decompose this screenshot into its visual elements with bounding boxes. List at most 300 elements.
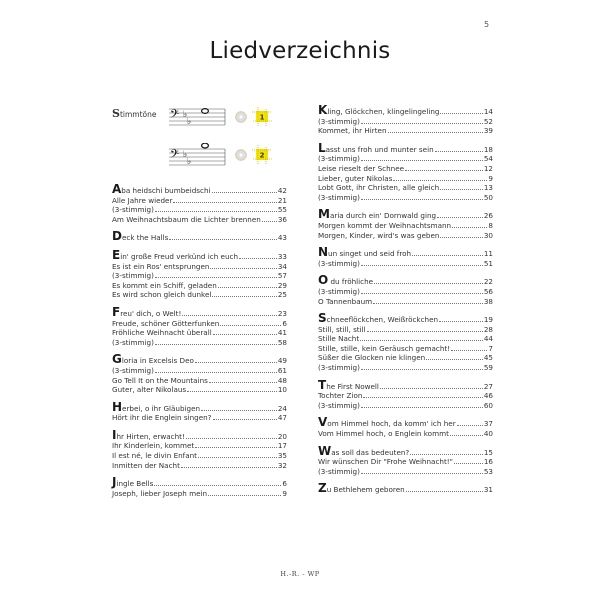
toc-entry[interactable] <box>112 352 287 367</box>
song-title-text: Go Tell It on the Mountains <box>112 375 208 385</box>
song-title-text: Stille Nacht <box>318 334 360 344</box>
toc-entry[interactable] <box>112 328 287 338</box>
song-title <box>112 427 185 442</box>
song-title <box>112 385 186 395</box>
page-ref: 8 <box>488 220 493 230</box>
page-ref: 12 <box>483 163 493 173</box>
song-title-text: Freude, schöner Götterfunken <box>112 318 220 328</box>
toc-entry[interactable] <box>318 363 493 373</box>
dot-leader <box>186 433 277 439</box>
dot-leader <box>393 175 487 181</box>
dot-leader <box>361 288 483 294</box>
svg-text:♭: ♭ <box>187 157 192 167</box>
toc-entry[interactable] <box>112 304 287 319</box>
page-number: 5 <box>484 20 490 29</box>
dot-leader <box>155 367 277 373</box>
page-ref: 6 <box>282 479 287 489</box>
toc-entry[interactable] <box>318 297 493 307</box>
dot-leader <box>361 118 483 124</box>
dot-leader <box>412 250 483 256</box>
song-title-text: Lieber, guter Nikolas <box>318 173 393 183</box>
song-title <box>318 103 440 117</box>
toc-entry[interactable] <box>318 401 493 411</box>
song-title <box>318 140 434 155</box>
page-ref: 26 <box>483 211 493 221</box>
page-ref: 24 <box>277 403 287 413</box>
song-title-text: chneeflöckchen, Weißröckchen <box>326 315 439 325</box>
toc-entry[interactable] <box>318 415 493 430</box>
toc-entry[interactable] <box>112 205 287 215</box>
song-title <box>318 391 362 401</box>
dot-leader <box>195 357 277 363</box>
song-title <box>112 304 182 319</box>
toc-entry[interactable] <box>318 457 493 467</box>
dot-leader <box>213 329 277 335</box>
page-ref: 18 <box>483 144 493 154</box>
song-title-text: reu' dich, o Welt! <box>120 308 182 318</box>
toc-entry[interactable] <box>112 196 287 206</box>
toc-entry[interactable] <box>112 385 287 395</box>
initial-letter: Z <box>318 481 327 496</box>
toc-entry[interactable] <box>318 443 493 458</box>
toc-entry[interactable] <box>318 481 493 496</box>
initial-letter: N <box>318 245 329 260</box>
initial-letter: D <box>112 229 122 244</box>
toc-entry[interactable] <box>318 221 493 231</box>
song-title-text: Lobt Gott, ihr Christen, alle gleich <box>318 183 440 193</box>
cd-track-1-icon <box>251 106 273 128</box>
toc-entry[interactable] <box>112 290 287 300</box>
toc-group-i <box>112 427 287 470</box>
toc-entry[interactable] <box>318 467 493 477</box>
page-ref: 9 <box>282 488 287 498</box>
song-title <box>112 215 261 225</box>
dot-leader <box>410 449 483 455</box>
dot-leader <box>169 234 276 240</box>
dot-leader <box>450 430 483 436</box>
song-title-text: Hört ihr die Englein singen? <box>112 413 212 423</box>
song-title-text: Alle Jahre wieder <box>112 195 173 205</box>
page-ref: 15 <box>483 447 493 457</box>
toc-entry[interactable] <box>318 429 493 439</box>
song-title <box>112 451 197 461</box>
initial-letter: T <box>318 377 327 392</box>
toc-entry[interactable] <box>112 461 287 471</box>
song-title <box>318 126 387 136</box>
dot-leader <box>212 187 277 193</box>
page-ref: 23 <box>277 308 287 318</box>
dot-leader <box>361 194 483 200</box>
initial-letter: W <box>318 443 332 458</box>
dot-leader <box>405 165 483 171</box>
dot-leader <box>361 155 483 161</box>
song-title <box>318 344 450 354</box>
song-title <box>318 429 449 439</box>
song-title-text: om Himmel hoch, da komm' ich her <box>327 419 456 429</box>
toc-group-f <box>112 304 287 347</box>
initial-letter: I <box>112 427 117 442</box>
toc-entry[interactable] <box>112 281 287 291</box>
song-title-text: Wir wünschen Dir "Frohe Weihnacht!" <box>318 457 453 467</box>
toc-entry[interactable] <box>318 126 493 136</box>
toc-entry[interactable] <box>112 338 287 348</box>
song-title-text: u Bethlehem geboren <box>326 485 405 495</box>
song-title <box>112 182 211 196</box>
page-ref: 41 <box>277 328 287 338</box>
dot-leader <box>367 326 483 332</box>
song-title <box>318 117 360 127</box>
page-ref: 59 <box>483 363 493 373</box>
dot-leader <box>361 402 483 408</box>
dot-leader <box>181 462 277 468</box>
dot-leader <box>426 354 483 360</box>
page-ref: 60 <box>483 400 493 410</box>
toc-entry[interactable] <box>318 311 493 326</box>
dot-leader <box>201 405 277 411</box>
page-ref: 29 <box>277 280 287 290</box>
page-ref: 45 <box>483 353 493 363</box>
dot-leader <box>374 278 483 284</box>
page-ref: 57 <box>277 271 287 281</box>
toc-entry[interactable] <box>112 399 287 414</box>
page-ref: 54 <box>483 154 493 164</box>
song-title <box>318 259 360 269</box>
toc-group-e <box>112 247 287 300</box>
song-title <box>318 183 439 193</box>
toc-entry[interactable] <box>112 247 287 262</box>
toc-entry[interactable] <box>112 182 287 196</box>
toc-entry[interactable] <box>318 353 493 363</box>
page-ref: 42 <box>277 186 287 195</box>
toc-left-groups <box>112 182 287 498</box>
toc-group-l <box>318 140 493 203</box>
page-ref: 19 <box>483 315 493 325</box>
svg-text:𝄢: 𝄢 <box>170 108 180 124</box>
initial-letter: M <box>318 207 330 222</box>
toc-group-s <box>318 311 493 373</box>
dot-leader <box>154 480 281 486</box>
song-title-text: ingle Bells <box>116 479 154 489</box>
dot-leader <box>208 490 281 496</box>
song-title-text: ling, Glöckchen, klingelingeling <box>327 107 440 116</box>
page-ref: 30 <box>483 230 493 240</box>
song-title <box>318 311 439 326</box>
dot-leader <box>209 377 277 383</box>
song-title <box>112 352 194 367</box>
dot-leader <box>198 452 277 458</box>
dot-leader <box>213 414 277 420</box>
dot-leader <box>155 272 277 278</box>
song-title-text: eck the Halls <box>121 233 169 243</box>
song-title <box>318 164 404 174</box>
page-ref: 61 <box>277 365 287 375</box>
page-ref: 7 <box>488 343 493 353</box>
toc-left-column <box>112 103 287 506</box>
page-ref: 28 <box>483 324 493 334</box>
dot-leader <box>361 260 483 266</box>
initial-letter: F <box>112 304 121 319</box>
toc-entry[interactable] <box>318 325 493 335</box>
dot-leader <box>440 232 482 238</box>
song-title-text: (3-stimmig) <box>318 363 360 373</box>
song-title-text: (3-stimmig) <box>318 192 360 202</box>
song-title <box>112 475 154 490</box>
toc-entry[interactable] <box>318 259 493 269</box>
song-title-text: (3-stimmig) <box>318 466 360 476</box>
dot-leader <box>454 458 483 464</box>
song-title-text: (3-stimmig) <box>112 365 154 375</box>
cd-icon <box>235 149 247 161</box>
song-title-text: loria in Excelsis Deo <box>121 356 194 366</box>
dot-leader <box>406 486 483 492</box>
page-ref: 47 <box>277 413 287 423</box>
toc-entry[interactable] <box>318 183 493 193</box>
initial-letter: A <box>112 182 122 196</box>
song-title-text: Ihr Kinderlein, kommet <box>112 441 195 451</box>
toc-entry[interactable] <box>318 174 493 184</box>
song-title-text: Morgen kommt der Weihnachtsmann <box>318 220 452 230</box>
toc-right-column <box>318 104 493 503</box>
song-title-text: Es ist ein Ros' entsprungen <box>112 261 210 271</box>
toc-entry[interactable] <box>318 334 493 344</box>
dot-leader <box>220 320 281 326</box>
dot-leader <box>435 146 483 152</box>
toc-entry[interactable] <box>318 154 493 164</box>
toc-entry[interactable] <box>112 413 287 423</box>
dot-leader <box>155 206 277 212</box>
toc-entry[interactable] <box>112 489 287 499</box>
toc-group-n <box>318 245 493 268</box>
page-ref: 27 <box>483 381 493 391</box>
song-title <box>112 441 194 451</box>
toc-entry[interactable] <box>112 376 287 386</box>
dot-leader <box>173 197 276 203</box>
stimmtoene-section <box>112 103 287 175</box>
page-ref: 50 <box>483 192 493 202</box>
song-title-text: Leise rieselt der Schnee <box>318 163 405 173</box>
dot-leader <box>363 392 482 398</box>
dot-leader <box>452 222 487 228</box>
page-ref: 38 <box>483 296 493 306</box>
page-ref: 36 <box>277 214 287 224</box>
page-ref: 33 <box>277 251 287 261</box>
song-title <box>318 467 360 477</box>
bass-clef-staff-icon <box>167 143 227 167</box>
svg-text:♭: ♭ <box>183 110 188 120</box>
song-title-text: Vom Himmel hoch, o Englein kommt <box>318 429 449 439</box>
toc-entry[interactable] <box>318 231 493 241</box>
initial-letter: G <box>112 352 122 367</box>
song-title-text: (3-stimmig) <box>112 271 154 281</box>
toc-group-j <box>112 475 287 498</box>
song-title <box>318 174 392 184</box>
song-title-text: asst uns froh und munter sein <box>325 144 434 154</box>
song-title-text: erbei, o ihr Gläubigen <box>122 403 201 413</box>
song-title-text: Es kommt ein Schiff, geladen <box>112 280 217 290</box>
toc-entry[interactable] <box>112 475 287 490</box>
song-title-text: he First Nowell <box>326 381 379 391</box>
song-title-text: (3-stimmig) <box>318 258 360 268</box>
song-title <box>318 325 366 335</box>
stimmtoene-label: Stimmtöne <box>112 107 157 120</box>
song-title-text: Joseph, lieber Joseph mein <box>112 488 208 498</box>
song-title <box>318 287 360 297</box>
dot-leader <box>218 282 277 288</box>
page-ref: 32 <box>277 460 287 470</box>
page-footer: H.-R. - WP <box>280 570 320 578</box>
toc-entry[interactable] <box>318 140 493 155</box>
svg-text:1: 1 <box>259 113 265 122</box>
initial-letter: E <box>112 247 121 262</box>
toc-entry[interactable] <box>112 427 287 442</box>
song-title <box>318 377 379 392</box>
dot-leader <box>361 364 483 370</box>
song-title <box>112 262 209 272</box>
song-title <box>318 207 437 222</box>
page-ref: 39 <box>483 126 493 136</box>
toc-entry[interactable] <box>112 229 287 244</box>
song-title <box>318 481 405 496</box>
initial-letter: O <box>318 273 329 288</box>
page-ref: 48 <box>277 375 287 385</box>
toc-entry[interactable] <box>112 451 287 461</box>
toc-entry[interactable] <box>318 103 493 117</box>
toc-entry[interactable] <box>318 391 493 401</box>
song-title <box>318 363 360 373</box>
initial-letter: S <box>318 311 327 326</box>
toc-group-d <box>112 229 287 244</box>
page-ref: 43 <box>277 233 287 243</box>
song-title <box>112 338 154 348</box>
toc-entry[interactable] <box>318 164 493 174</box>
song-title <box>318 245 412 260</box>
page-ref: 31 <box>483 485 493 495</box>
page-ref: 40 <box>483 429 493 439</box>
song-title <box>112 229 169 244</box>
song-title-text: as soll das bedeuten? <box>331 447 410 457</box>
page-ref: 37 <box>483 419 493 429</box>
toc-entry[interactable] <box>318 377 493 392</box>
toc-entry[interactable] <box>112 319 287 329</box>
dot-leader <box>437 212 483 218</box>
song-title <box>318 443 410 458</box>
dot-leader <box>440 184 483 190</box>
dot-leader <box>373 298 483 304</box>
song-title <box>112 489 207 499</box>
svg-text:♭: ♭ <box>183 150 188 160</box>
song-title <box>112 328 212 338</box>
dot-leader <box>182 310 276 316</box>
song-title <box>112 376 208 386</box>
song-title-text: (3-stimmig) <box>112 205 154 215</box>
page-ref: 14 <box>483 107 493 116</box>
song-title-text: O Tannenbaum <box>318 296 373 306</box>
song-title-text: (3-stimmig) <box>318 116 360 126</box>
song-title-text: Am Weihnachtsbaum die Lichter brennen <box>112 214 261 224</box>
toc-entry[interactable] <box>318 287 493 297</box>
song-title <box>112 461 180 471</box>
toc-entry[interactable] <box>318 344 493 354</box>
page-ref: 11 <box>483 249 493 259</box>
toc-entry[interactable] <box>112 366 287 376</box>
toc-entry[interactable] <box>318 273 493 288</box>
bass-clef-staff-icon <box>167 105 227 129</box>
song-title-text: Fröhliche Weihnacht überall <box>112 328 212 338</box>
song-title-text: ba heidschi bumbeidschi <box>121 186 211 195</box>
page-ref: 51 <box>483 258 493 268</box>
song-title-text: un singet und seid froh <box>328 249 412 259</box>
toc-group-o <box>318 273 493 306</box>
dot-leader <box>451 345 487 351</box>
toc-entry[interactable] <box>318 193 493 203</box>
initial-letter: H <box>112 399 123 414</box>
toc-group-h <box>112 399 287 423</box>
song-title <box>318 457 453 467</box>
song-title <box>112 413 212 423</box>
song-title-text: (3-stimmig) <box>318 400 360 410</box>
song-title <box>112 271 154 281</box>
toc-group-v <box>318 415 493 439</box>
song-title-text: Inmitten der Nacht <box>112 460 180 470</box>
song-title <box>318 401 360 411</box>
song-title <box>318 353 425 363</box>
initial-letter: K <box>318 103 328 117</box>
song-title-text: hr Hirten, erwacht! <box>116 431 185 441</box>
song-title <box>318 334 359 344</box>
toc-group-z <box>318 481 493 496</box>
tuning-note-row-2 <box>167 143 273 167</box>
page-ref: 22 <box>483 277 493 287</box>
song-title <box>112 281 217 291</box>
page-title: Liedverzeichnis <box>209 38 391 64</box>
song-title-text: (3-stimmig) <box>318 154 360 164</box>
page-ref: 44 <box>483 334 493 344</box>
dot-leader <box>360 335 483 341</box>
svg-text:♭: ♭ <box>187 117 192 127</box>
toc-entry[interactable] <box>318 207 493 222</box>
toc-entry[interactable] <box>112 262 287 272</box>
song-title-text: Still, still, still <box>318 324 366 334</box>
svg-text:2: 2 <box>259 151 265 160</box>
page-ref: 49 <box>277 356 287 366</box>
toc-entry[interactable] <box>112 271 287 281</box>
toc-entry[interactable] <box>318 117 493 127</box>
song-title <box>112 366 154 376</box>
song-title <box>112 196 172 206</box>
song-title-text: Es wird schon gleich dunkel <box>112 290 212 300</box>
page-ref: 17 <box>277 441 287 451</box>
page-ref: 55 <box>277 205 287 215</box>
song-title-text: Kommet, ihr Hirten <box>318 126 387 136</box>
page-ref: 20 <box>277 431 287 441</box>
dot-leader <box>195 442 277 448</box>
toc-entry[interactable] <box>112 441 287 451</box>
dot-leader <box>439 316 483 322</box>
song-title <box>318 415 456 430</box>
toc-group-k <box>318 103 493 136</box>
song-title-text: Guter, alter Nikolaus <box>112 385 187 395</box>
dot-leader <box>361 468 483 474</box>
toc-group-m <box>318 207 493 240</box>
toc-entry[interactable] <box>112 215 287 225</box>
dot-leader <box>155 339 277 345</box>
page-ref: 25 <box>277 290 287 300</box>
toc-entry[interactable] <box>318 245 493 260</box>
tuning-note-row-1 <box>167 105 273 129</box>
song-title-text: Stille, stille, kein Geräusch gemacht! <box>318 343 451 353</box>
page-ref: 16 <box>483 457 493 467</box>
cd-track-2-icon <box>251 144 273 166</box>
